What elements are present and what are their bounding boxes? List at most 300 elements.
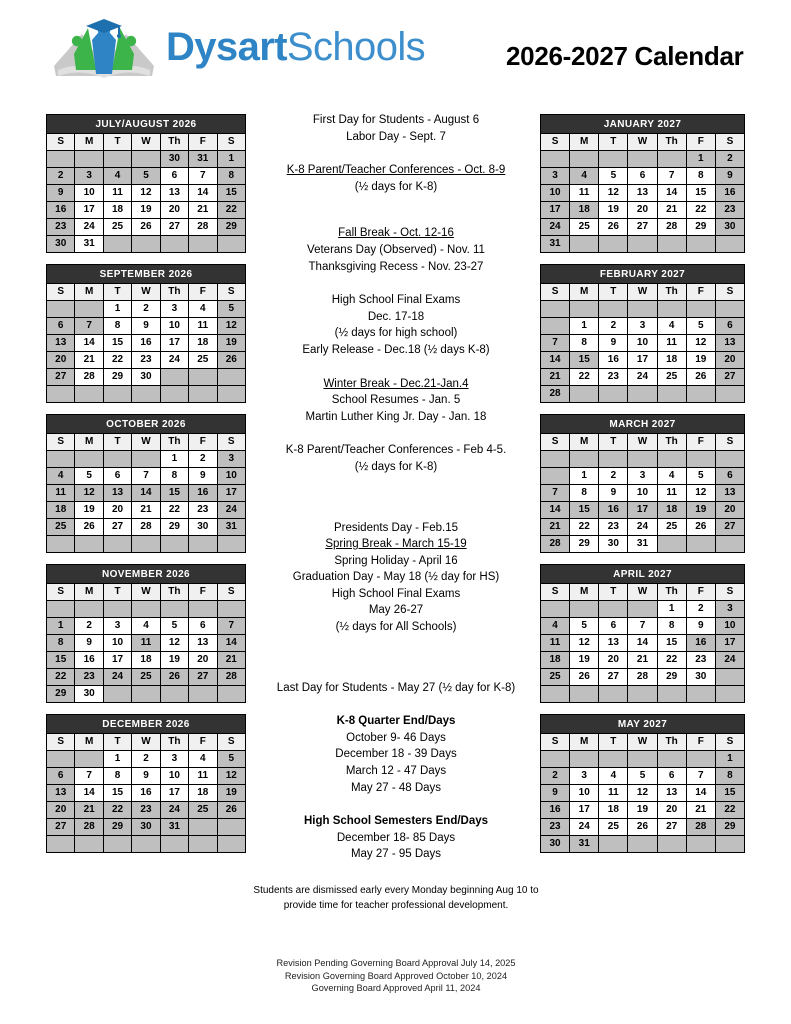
school-day-cell: 26 — [599, 219, 628, 236]
week-row — [47, 236, 246, 253]
weekday-header: T — [103, 284, 131, 301]
non-school-day-cell: 7 — [541, 335, 570, 352]
school-day-cell: 11 — [189, 768, 217, 785]
non-school-day-cell: 25 — [541, 669, 570, 686]
weekday-header: M — [570, 734, 599, 751]
week-row — [541, 369, 745, 386]
weekday-header: F — [189, 584, 217, 601]
month-calendar — [46, 714, 246, 853]
school-day-cell: 9 — [132, 318, 160, 335]
school-day-cell: 25 — [570, 219, 599, 236]
month-calendar — [540, 114, 745, 253]
weekday-header: Th — [657, 434, 686, 451]
non-school-day-cell: 10 — [217, 468, 245, 485]
empty-day-cell — [628, 751, 657, 768]
school-day-cell: 31 — [75, 236, 103, 253]
non-school-day-cell: 27 — [47, 819, 75, 836]
weekday-header: S — [217, 584, 245, 601]
non-school-day-cell: 31 — [570, 836, 599, 853]
non-school-day-cell: 8 — [217, 168, 245, 185]
week-row — [47, 451, 246, 468]
non-school-day-cell: 15 — [47, 652, 75, 669]
school-day-cell: 12 — [132, 185, 160, 202]
weekday-header: S — [541, 434, 570, 451]
empty-day-cell — [628, 836, 657, 853]
empty-day-cell — [541, 451, 570, 468]
school-day-cell: 13 — [160, 185, 188, 202]
empty-day-cell — [657, 301, 686, 318]
week-row — [541, 751, 745, 768]
non-school-day-cell: 17 — [715, 635, 744, 652]
empty-day-cell — [47, 386, 75, 403]
weekday-header: W — [628, 134, 657, 151]
school-day-cell: 5 — [160, 618, 188, 635]
non-school-day-cell: 12 — [217, 768, 245, 785]
non-school-day-cell: 13 — [47, 785, 75, 802]
note-spacer — [252, 476, 540, 520]
non-school-day-cell: 13 — [715, 335, 744, 352]
week-row — [541, 686, 745, 703]
weekday-header: M — [75, 734, 103, 751]
weekday-header: T — [599, 134, 628, 151]
school-day-cell: 23 — [599, 369, 628, 386]
empty-day-cell — [189, 836, 217, 853]
school-day-cell: 20 — [628, 202, 657, 219]
school-day-cell: 21 — [628, 652, 657, 669]
non-school-day-cell: 28 — [75, 819, 103, 836]
week-row — [541, 601, 745, 618]
school-day-cell: 12 — [160, 635, 188, 652]
school-day-cell: 25 — [657, 369, 686, 386]
empty-day-cell — [160, 369, 188, 386]
month-grid — [46, 283, 246, 403]
empty-day-cell — [160, 601, 188, 618]
weekday-header: S — [47, 434, 75, 451]
school-day-cell: 17 — [103, 652, 131, 669]
weekday-header: Th — [160, 584, 188, 601]
logo-word-dysart: Dysart — [166, 24, 287, 69]
calendar-note-line: Graduation Day - May 18 (½ day for HS) — [292, 571, 500, 584]
school-day-cell: 14 — [75, 335, 103, 352]
school-day-cell: 16 — [599, 352, 628, 369]
non-school-day-cell: 28 — [541, 536, 570, 553]
school-day-cell: 2 — [686, 601, 715, 618]
empty-day-cell — [628, 451, 657, 468]
school-day-cell: 11 — [103, 185, 131, 202]
non-school-day-cell: 30 — [47, 236, 75, 253]
week-row — [47, 185, 246, 202]
non-school-day-cell: 22 — [217, 202, 245, 219]
weekday-header: S — [47, 584, 75, 601]
page-header — [0, 0, 791, 104]
non-school-day-cell: 14 — [132, 485, 160, 502]
calendar-note-line: May 26-27 — [368, 604, 424, 617]
week-row — [47, 836, 246, 853]
calendar-note-line: Labor Day - Sept. 7 — [346, 130, 446, 143]
non-school-day-cell: 31 — [160, 819, 188, 836]
non-school-day-cell: 20 — [47, 352, 75, 369]
school-day-cell: 21 — [686, 802, 715, 819]
week-row — [47, 468, 246, 485]
calendar-column-left — [46, 114, 246, 864]
school-day-cell: 19 — [628, 802, 657, 819]
empty-day-cell — [217, 601, 245, 618]
non-school-day-cell: 29 — [217, 219, 245, 236]
month-grid — [540, 283, 745, 403]
school-day-cell: 2 — [132, 751, 160, 768]
school-day-cell: 26 — [628, 819, 657, 836]
week-row — [541, 802, 745, 819]
empty-day-cell — [657, 151, 686, 168]
note-spacer — [252, 359, 540, 376]
calendar-note-line: (½ days for high school) — [334, 327, 458, 340]
weekday-header: W — [132, 284, 160, 301]
week-row — [541, 669, 745, 686]
empty-day-cell — [570, 686, 599, 703]
school-day-cell: 21 — [75, 352, 103, 369]
school-day-cell: 4 — [189, 301, 217, 318]
empty-day-cell — [189, 386, 217, 403]
school-day-cell: 13 — [628, 185, 657, 202]
month-grid — [540, 583, 745, 703]
empty-day-cell — [599, 686, 628, 703]
weekday-header-row — [541, 284, 745, 301]
school-day-cell: 14 — [628, 635, 657, 652]
school-day-cell: 22 — [160, 502, 188, 519]
non-school-day-cell: 5 — [217, 751, 245, 768]
empty-day-cell — [75, 301, 103, 318]
weekday-header-row — [541, 434, 745, 451]
non-school-day-cell: 13 — [103, 485, 131, 502]
school-day-cell: 15 — [103, 785, 131, 802]
school-day-cell: 3 — [103, 618, 131, 635]
school-day-cell: 8 — [686, 168, 715, 185]
weekday-header: W — [628, 584, 657, 601]
weekday-header: S — [715, 734, 744, 751]
month-title: JANUARY 2027 — [540, 114, 745, 133]
week-row — [47, 819, 246, 836]
school-day-cell: 25 — [189, 352, 217, 369]
school-day-cell: 30 — [132, 369, 160, 386]
empty-day-cell — [686, 536, 715, 553]
calendar-note-line: High School Final Exams — [331, 587, 461, 600]
school-day-cell: 22 — [103, 352, 131, 369]
month-title: SEPTEMBER 2026 — [46, 264, 246, 283]
school-day-cell: 30 — [599, 536, 628, 553]
non-school-day-cell: 29 — [715, 819, 744, 836]
school-day-cell: 2 — [189, 451, 217, 468]
non-school-day-cell: 11 — [541, 635, 570, 652]
non-school-day-cell: 14 — [541, 502, 570, 519]
school-day-cell: 9 — [189, 468, 217, 485]
non-school-day-cell: 16 — [541, 802, 570, 819]
school-day-cell: 23 — [189, 502, 217, 519]
month-calendar — [540, 564, 745, 703]
calendar-note-line: High School Semesters End/Days — [303, 815, 489, 828]
non-school-day-cell: 2 — [541, 768, 570, 785]
week-row — [47, 785, 246, 802]
weekday-header: S — [541, 134, 570, 151]
empty-day-cell — [599, 151, 628, 168]
non-school-day-cell: 25 — [47, 519, 75, 536]
school-day-cell: 27 — [628, 219, 657, 236]
school-day-cell: 3 — [570, 768, 599, 785]
empty-day-cell — [657, 386, 686, 403]
week-row — [47, 768, 246, 785]
week-row — [47, 502, 246, 519]
weekday-header: F — [686, 734, 715, 751]
school-day-cell: 26 — [686, 369, 715, 386]
school-day-cell: 22 — [570, 369, 599, 386]
weekday-header: S — [715, 434, 744, 451]
school-day-cell: 5 — [628, 768, 657, 785]
month-title: DECEMBER 2026 — [46, 714, 246, 733]
non-school-day-cell: 8 — [715, 768, 744, 785]
revision-line: Revision Governing Board Approved October 10, 2024 — [284, 970, 508, 981]
school-day-cell: 17 — [75, 202, 103, 219]
school-day-cell: 15 — [103, 335, 131, 352]
school-day-cell: 27 — [599, 669, 628, 686]
empty-day-cell — [132, 536, 160, 553]
week-row — [47, 151, 246, 168]
empty-day-cell — [570, 151, 599, 168]
school-day-cell: 9 — [686, 618, 715, 635]
weekday-header: M — [570, 284, 599, 301]
school-day-cell: 28 — [628, 669, 657, 686]
non-school-day-cell: 7 — [541, 485, 570, 502]
non-school-day-cell: 29 — [103, 819, 131, 836]
empty-day-cell — [75, 751, 103, 768]
non-school-day-cell: 7 — [75, 318, 103, 335]
school-day-cell: 3 — [628, 468, 657, 485]
school-day-cell: 6 — [189, 618, 217, 635]
weekday-header: S — [47, 134, 75, 151]
weekday-header-row — [47, 584, 246, 601]
calendar-note-line: Fall Break - Oct. 12-16 — [338, 227, 454, 240]
school-day-cell: 17 — [160, 335, 188, 352]
empty-day-cell — [541, 468, 570, 485]
school-day-cell: 1 — [103, 751, 131, 768]
non-school-day-cell: 3 — [75, 168, 103, 185]
weekday-header: M — [570, 134, 599, 151]
non-school-day-cell: 21 — [541, 369, 570, 386]
school-day-cell: 11 — [189, 318, 217, 335]
calendar-note-line: Dec. 17-18 — [367, 310, 425, 323]
non-school-day-cell: 25 — [132, 669, 160, 686]
non-school-day-cell: 2 — [715, 151, 744, 168]
empty-day-cell — [628, 301, 657, 318]
empty-day-cell — [541, 601, 570, 618]
non-school-day-cell: 11 — [47, 485, 75, 502]
school-day-cell: 14 — [657, 185, 686, 202]
empty-day-cell — [75, 601, 103, 618]
school-day-cell: 6 — [103, 468, 131, 485]
non-school-day-cell: 31 — [189, 151, 217, 168]
non-school-day-cell: 4 — [47, 468, 75, 485]
week-row — [541, 202, 745, 219]
week-row — [47, 352, 246, 369]
non-school-day-cell: 31 — [541, 236, 570, 253]
school-day-cell: 4 — [599, 768, 628, 785]
calendar-note-line: Last Day for Students - May 27 (½ day for K-8) — [276, 681, 516, 694]
empty-day-cell — [160, 686, 188, 703]
school-day-cell: 2 — [599, 468, 628, 485]
school-day-cell: 19 — [75, 502, 103, 519]
weekday-header: W — [628, 734, 657, 751]
month-grid — [540, 733, 745, 853]
empty-day-cell — [132, 686, 160, 703]
non-school-day-cell: 20 — [715, 352, 744, 369]
calendar-note-line: March 12 - 47 Days — [345, 765, 447, 778]
school-day-cell: 30 — [75, 686, 103, 703]
school-day-cell: 18 — [599, 802, 628, 819]
empty-day-cell — [103, 236, 131, 253]
week-row — [47, 635, 246, 652]
week-row — [47, 168, 246, 185]
weekday-header: M — [75, 434, 103, 451]
empty-day-cell — [75, 836, 103, 853]
school-day-cell: 7 — [628, 618, 657, 635]
calendar-note-line: Martin Luther King Jr. Day - Jan. 18 — [305, 410, 487, 423]
empty-day-cell — [217, 819, 245, 836]
school-day-cell: 19 — [686, 352, 715, 369]
weekday-header: Th — [160, 134, 188, 151]
graduation-book-logo-icon — [52, 14, 156, 80]
school-day-cell: 7 — [132, 468, 160, 485]
week-row — [47, 386, 246, 403]
empty-day-cell — [217, 836, 245, 853]
school-day-cell: 21 — [189, 202, 217, 219]
dysart-schools-logo — [52, 14, 425, 80]
non-school-day-cell: 28 — [217, 669, 245, 686]
non-school-day-cell: 10 — [541, 185, 570, 202]
calendar-note-line: Presidents Day - Feb.15 — [333, 521, 458, 534]
non-school-day-cell: 16 — [686, 635, 715, 652]
non-school-day-cell: 5 — [132, 168, 160, 185]
school-day-cell: 14 — [75, 785, 103, 802]
weekday-header: S — [541, 584, 570, 601]
early-dismissal-note: Students are dismissed early every Monday beginning Aug 10 to provide time for teacher professional development. — [253, 885, 539, 911]
school-day-cell: 1 — [657, 601, 686, 618]
weekday-header-row — [541, 584, 745, 601]
school-day-cell: 24 — [570, 819, 599, 836]
empty-day-cell — [657, 751, 686, 768]
calendar-note-line: Spring Break - March 15-19 — [325, 538, 467, 551]
non-school-day-cell: 24 — [715, 652, 744, 669]
school-day-cell: 1 — [570, 318, 599, 335]
school-day-cell: 10 — [103, 635, 131, 652]
school-day-cell: 29 — [103, 369, 131, 386]
non-school-day-cell: 4 — [570, 168, 599, 185]
empty-day-cell — [75, 451, 103, 468]
week-row — [47, 652, 246, 669]
calendar-note-line: High School Final Exams — [331, 294, 461, 307]
empty-day-cell — [217, 236, 245, 253]
empty-day-cell — [628, 601, 657, 618]
non-school-day-cell: 25 — [189, 802, 217, 819]
school-day-cell: 4 — [189, 751, 217, 768]
calendar-notes-column — [252, 112, 540, 863]
weekday-header: S — [715, 134, 744, 151]
empty-day-cell — [160, 236, 188, 253]
school-day-cell: 30 — [189, 519, 217, 536]
school-day-cell: 25 — [657, 519, 686, 536]
non-school-day-cell: 6 — [715, 318, 744, 335]
non-school-day-cell: 10 — [715, 618, 744, 635]
week-row — [541, 168, 745, 185]
calendar-note-line: December 18 - 39 Days — [335, 748, 457, 761]
week-row — [47, 219, 246, 236]
empty-day-cell — [599, 836, 628, 853]
non-school-day-cell: 31 — [217, 519, 245, 536]
week-row — [541, 618, 745, 635]
empty-day-cell — [160, 536, 188, 553]
month-calendar — [46, 264, 246, 403]
non-school-day-cell: 30 — [132, 819, 160, 836]
non-school-day-cell: 17 — [217, 485, 245, 502]
weekday-header: S — [715, 584, 744, 601]
empty-day-cell — [715, 686, 744, 703]
non-school-day-cell: 27 — [715, 369, 744, 386]
empty-day-cell — [160, 386, 188, 403]
non-school-day-cell: 7 — [217, 618, 245, 635]
school-day-cell: 4 — [657, 318, 686, 335]
empty-day-cell — [217, 686, 245, 703]
empty-day-cell — [189, 536, 217, 553]
week-row — [541, 485, 745, 502]
week-row — [47, 318, 246, 335]
empty-day-cell — [686, 751, 715, 768]
weekday-header: T — [599, 434, 628, 451]
calendar-note-line: December 18- 85 Days — [336, 831, 456, 844]
empty-day-cell — [103, 536, 131, 553]
non-school-day-cell: 1 — [47, 618, 75, 635]
non-school-day-cell: 1 — [715, 751, 744, 768]
non-school-day-cell: 28 — [686, 819, 715, 836]
non-school-day-cell: 23 — [541, 819, 570, 836]
week-row — [47, 485, 246, 502]
weekday-header: S — [217, 734, 245, 751]
empty-day-cell — [189, 236, 217, 253]
empty-day-cell — [541, 301, 570, 318]
weekday-header: F — [189, 134, 217, 151]
non-school-day-cell: 30 — [715, 219, 744, 236]
week-row — [541, 768, 745, 785]
empty-day-cell — [570, 751, 599, 768]
empty-day-cell — [715, 536, 744, 553]
empty-day-cell — [570, 236, 599, 253]
week-row — [47, 751, 246, 768]
non-school-day-cell: 19 — [217, 785, 245, 802]
weekday-header: Th — [657, 734, 686, 751]
calendar-note-line: First Day for Students - August 6 — [312, 114, 480, 126]
school-day-cell: 27 — [103, 519, 131, 536]
school-day-cell: 30 — [686, 669, 715, 686]
school-day-cell: 11 — [657, 335, 686, 352]
weekday-header: T — [599, 584, 628, 601]
revision-history — [196, 957, 596, 995]
non-school-day-cell: 23 — [47, 219, 75, 236]
non-school-day-cell: 16 — [599, 502, 628, 519]
empty-day-cell — [103, 451, 131, 468]
empty-day-cell — [132, 451, 160, 468]
non-school-day-cell: 16 — [47, 202, 75, 219]
empty-day-cell — [715, 836, 744, 853]
school-day-cell: 19 — [160, 652, 188, 669]
week-row — [541, 502, 745, 519]
school-day-cell: 10 — [570, 785, 599, 802]
non-school-day-cell: 6 — [47, 768, 75, 785]
